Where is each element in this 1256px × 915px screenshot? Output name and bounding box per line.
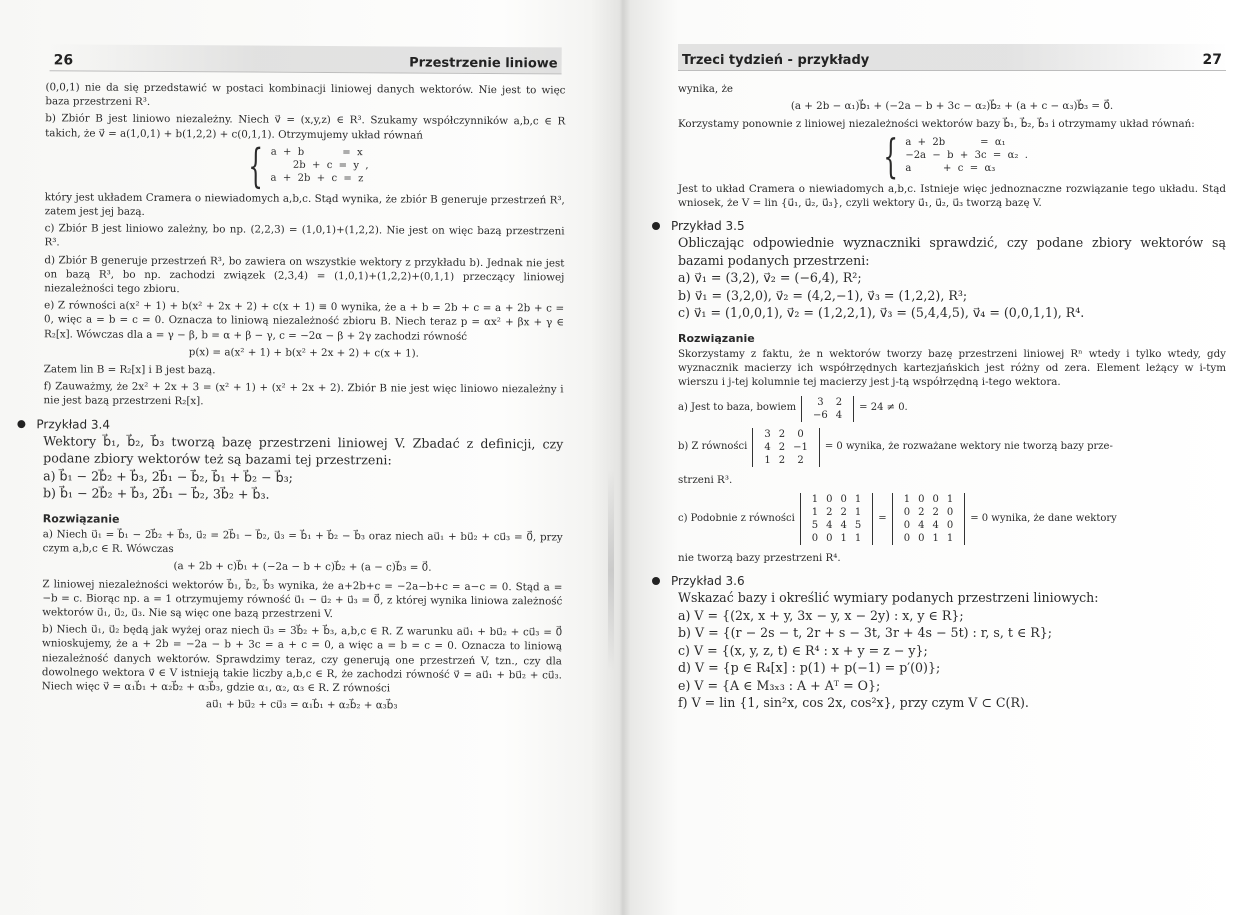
paragraph: b) Niech u⃗₁, u⃗₂ będą jak wyżej oraz niech u⃗₃ = 3b⃗₂ + b⃗₃, a,b,c ∈ R. Z warunku au⃗₁ + bu⃗₂ + cu⃗₃ = 0⃗ wnioskujemy, że a + 2b = −2a − b + 3c = a + c = 0, a więc a = b = c = 0. Oznacza to liniową niezależność danych wektorów. Sprawdzimy teraz, czy generują one przestrzeń V, tzn., czy dla dowolnego wektora v⃗ ∈ V istnieją takie liczby a,b,c ∈ R, że zachodzi równość v⃗ = au⃗₁ + bu⃗₂ + cu⃗₃. Niech więc v⃗ = α₁b⃗₁ + α₂b⃗₂ + α₃b⃗₃, gdzie α₁, α₂, α₃ ∈ R. Z równości (41, 623, 563, 695)
example-text: c) V = {(x, y, z, t) ∈ R⁴ : x + y = z − y}; (678, 642, 928, 658)
left-page-header (50, 44, 562, 74)
matrix-cell: 1 (854, 493, 862, 505)
left-page-number: 26 (53, 52, 74, 69)
brace-symbol: { (248, 138, 264, 193)
determinant-b-line (678, 428, 1226, 467)
det-text: = (878, 512, 887, 524)
matrix-cell: 0 (946, 519, 954, 531)
determinant-c-left (800, 493, 874, 545)
example-text: Wektory b⃗₁, b⃗₂, b⃗₃ tworzą bazę przestrzeni liniowej V. Zbadać z definicji, czy podane zbiory wektorów też są bazami tej przestrzeni: (43, 433, 564, 468)
matrix-cell: 5 (811, 519, 819, 531)
paragraph: a) Niech u⃗₁ = b⃗₁ − 2b⃗₂ + b⃗₃, u⃗₂ = 2b⃗₁ − b⃗₂, u⃗₃ = b⃗₁ + b⃗₂ − b⃗₃ oraz niech au⃗₁ + bu⃗₂ + cu⃗₃ = 0⃗, przy czym a,b,c ∈ R. Wówczas (42, 528, 563, 556)
example-text: f) V = lin {1, sin²x, cos 2x, cos²x}, przy czym V ⊂ C(R). (678, 695, 1029, 711)
matrix-cell: −1 (793, 441, 808, 453)
paragraph: f) Zauważmy, że 2x² + 2x + 3 = (x² + 1) + (x² + 2x + 2). Zbiór B nie jest więc liniowo niezależny i nie jest bazą przestrzeni R₂[x]. (43, 380, 564, 408)
paragraph: Skorzystamy z faktu, że n wektorów tworzy bazę przestrzeni liniowej Rⁿ wtedy i tylko wtedy, gdy wyznacznik macierzy ich współrzędnych kartezjańskich jest różny od zera. Element leżący w i-tym wierszu i j-tej kolumnie tej macierzy jest j-tą współrzędną i-tego wektora. (678, 347, 1226, 389)
example-text: a) b⃗₁ − 2b⃗₂ + b⃗₃, 2b⃗₁ − b⃗₂, b⃗₁ + b⃗₂ − b⃗₃; (43, 468, 293, 485)
display-equation: au⃗₁ + bu⃗₂ + cu⃗₃ = α₁b⃗₁ + α₂b⃗₂ + α₃b⃗₃ (205, 698, 398, 712)
display-equation: (a + 2b + c)b⃗₁ + (−2a − b + c)b⃗₂ + (a − c)b⃗₃ = 0⃗. (173, 560, 432, 575)
paragraph: Jest to układ Cramera o niewiadomych a,b,c. Istnieje więc jednoznaczne rozwiązanie tego układu. Stąd wniosek, że V = lin {u⃗₁, u⃗₂, u⃗₃}, czyli wektory u⃗₁, u⃗₂, u⃗₃ tworzą bazę V. (678, 182, 1226, 209)
matrix-cell: 4 (835, 409, 843, 421)
solution-label: Rozwiązanie (42, 512, 120, 526)
solution-label: Rozwiązanie (678, 331, 755, 345)
paragraph: Z liniowej niezależności wektorów b⃗₁, b⃗₂, b⃗₃ wynika, że a+2b+c = −2a−b+c = a−c = 0. Stąd a = −b = c. Biorąc np. a = 1 otrzymujemy równość u⃗₁ − u⃗₂ + u⃗₃ = 0⃗, z której wynika liniowa zależność wektorów u⃗₁, u⃗₂, u⃗₃. Nie są więc one bazą przestrzeni V. (42, 577, 563, 621)
paragraph: (0,0,1) nie da się przedstawić w postaci kombinacji liniowej danych wektorów. Nie jest to więc baza przestrzeni R³. (45, 81, 566, 109)
matrix-cell: 0 (932, 493, 939, 505)
matrix-cell: −6 (813, 409, 828, 421)
matrix-cell: 2 (778, 441, 786, 453)
matrix-cell: 0 (903, 519, 911, 531)
right-page (640, 0, 1240, 915)
paragraph: c) Zbiór B jest liniowo zależny, bo np. (2,2,3) = (1,0,1)+(1,2,2). Nie jest on więc bazą przestrzeni R³. (44, 222, 565, 249)
matrix-cell: 0 (918, 532, 925, 544)
right-running-title: Trzeci tydzień - przykłady (682, 53, 870, 68)
matrix-cell: 0 (903, 506, 911, 518)
example-text: c) v⃗₁ = (1,0,0,1), v⃗₂ = (1,2,2,1), v⃗₃ = (5,4,4,5), v⃗₄ = (0,0,1,1), R⁴. (678, 305, 1085, 321)
det-text: b) Z równości (678, 440, 748, 452)
det-text: c) Podobnie z równości (678, 512, 795, 524)
display-equation: (a + 2b − α₁)b⃗₁ + (−2a − b + 3c − α₂)b⃗₂ + (a + c − α₃)b⃗₃ = 0⃗. (790, 100, 1114, 113)
paragraph: który jest układem Cramera o niewiadomych a,b,c. Stąd wynika, że zbiór B generuje przestrzeń R³, zatem jest jej bazą. (44, 191, 565, 218)
example-text: Wskazać bazy i określić wymiary podanych przestrzeni liniowych: (678, 590, 1099, 606)
matrix-cell: 2 (932, 506, 939, 518)
right-page-header (678, 44, 1226, 71)
determinant-a-line (678, 396, 1226, 422)
matrix-cell: 1 (854, 532, 862, 544)
matrix-cell: 1 (946, 532, 954, 544)
paragraph: b) Zbiór B jest liniowo niezależny. Niech v⃗ = (x,y,z) ∈ R³. Szukamy współczynników a,b,c ∈ R takich, że v⃗ = a(1,0,1) + b(1,2,2) + c(0,1,1). Otrzymujemy układ równań (45, 112, 566, 142)
paragraph: d) Zbiór B generuje przestrzeń R³, bo zawiera on wszystkie wektory z przykładu b). Jednak nie jest on bazą R³, bo np. zachodzi związek (2,3,4) = (1,0,1)+(1,2,2)+(0,1,1) przeczący liniowej niezależności tego zbioru. (44, 253, 565, 296)
matrix-cell: 1 (903, 493, 911, 505)
system-rows: a + b = x 2b + c = y , a + 2b + c = z (270, 146, 369, 185)
left-page (0, 0, 618, 915)
matrix-cell: 2 (835, 396, 843, 408)
matrix-cell: 2 (826, 506, 833, 518)
system-rows: a + 2b = α₁ −2a − b + 3c = α₂ . a + c = α₃ (905, 137, 1028, 175)
matrix-cell: 0 (946, 506, 954, 518)
matrix-cell: 1 (811, 493, 819, 505)
matrix-cell: 4 (764, 441, 771, 453)
det-text: = 24 ≠ 0. (859, 402, 908, 414)
right-page-number: 27 (1202, 52, 1222, 68)
determinant-a (801, 396, 854, 422)
matrix-cell: 0 (811, 532, 819, 544)
paragraph: wynika, że (678, 83, 733, 95)
matrix-cell: 1 (840, 532, 847, 544)
equation-system (45, 138, 565, 193)
bullet-icon (652, 577, 660, 585)
example-title: Przykład 3.5 (671, 219, 745, 234)
example-heading (652, 574, 1226, 588)
matrix-cell: 2 (797, 454, 804, 466)
det-text: = 0 wynika, że rozważane wektory nie tworzą bazy prze- (824, 440, 1113, 452)
example-text: Obliczając odpowiednie wyznaczniki sprawdzić, czy podane zbiory wektorów są bazami podanych przestrzeni: (678, 235, 1226, 268)
paragraph: nie tworzą bazy przestrzeni R⁴. (678, 551, 841, 564)
matrix-cell: 1 (946, 493, 954, 505)
example-text: b) V = {(r − 2s − t, 2r + s − 3t, 3r + 4s − 5t) : r, s, t ∈ R}; (678, 625, 1053, 641)
example-text: a) v⃗₁ = (3,2), v⃗₂ = (−6,4), R²; (678, 270, 862, 286)
matrix-cell: 2 (840, 506, 847, 518)
matrix-cell: 1 (811, 506, 819, 518)
matrix-cell: 2 (918, 506, 925, 518)
matrix-cell: 4 (840, 519, 847, 531)
page-fold-shadow (608, 470, 614, 670)
bullet-icon (17, 420, 25, 428)
example-text: e) V = {A ∈ M₃ₓ₃ : A + Aᵀ = O}; (678, 677, 881, 693)
example-title: Przykład 3.4 (36, 416, 111, 432)
matrix-cell: 0 (903, 532, 911, 544)
equation-system (678, 128, 1226, 183)
paragraph: Zatem lin B = R₂[x] i B jest bazą. (43, 363, 216, 377)
det-text: = 0 wynika, że dane wektory (970, 512, 1117, 524)
example-heading (652, 219, 1226, 233)
matrix-cell: 1 (854, 506, 862, 518)
matrix-cell: 0 (840, 493, 847, 505)
bullet-icon (652, 222, 660, 230)
matrix-cell: 0 (826, 532, 833, 544)
brace-symbol: { (883, 128, 898, 183)
matrix-cell: 4 (932, 519, 939, 531)
matrix-cell: 4 (826, 519, 833, 531)
left-page-body (36, 80, 566, 718)
matrix-cell: 4 (918, 519, 925, 531)
matrix-cell: 3 (764, 428, 771, 440)
matrix-cell: 2 (778, 454, 786, 466)
left-running-title: Przestrzenie liniowe (409, 55, 558, 72)
paragraph: e) Z równości a(x² + 1) + b(x² + 2x + 2) + c(x + 1) ≡ 0 wynika, że a + b = 2b + c = a + 2b + c = 0, więc a = b = c = 0. Oznacza to liniową niezależność zbioru B. Niech teraz p = αx² + βx + γ ∈ R₂[x]. Wówczas dla a = γ − β, b = α + β − γ, c = −2α − β + 2γ zachodzi równość (43, 299, 565, 343)
matrix-cell: 0 (918, 493, 925, 505)
matrix-cell: 0 (797, 428, 804, 440)
determinant-c-right (892, 493, 966, 545)
example-text: b) v⃗₁ = (3,2,0), v⃗₂ = (4,2,−1), v⃗₃ = (1,2,2), R³; (678, 287, 968, 303)
example-text: d) V = {p ∈ R₄[x] : p(1) + p(−1) = p′(0)}; (678, 660, 941, 676)
display-equation: p(x) = a(x² + 1) + b(x² + 2x + 2) + c(x + 1). (188, 346, 419, 360)
matrix-cell: 1 (932, 532, 939, 544)
right-page-body (671, 82, 1226, 712)
example-text: a) V = {(2x, x + y, 3x − y, x − 2y) : x, y ∈ R}; (678, 607, 964, 623)
matrix-cell: 5 (854, 519, 862, 531)
paragraph: Korzystamy ponownie z liniowej niezależności wektorów bazy b⃗₁, b⃗₂, b⃗₃ i otrzymamy układ równań: (678, 118, 1195, 131)
paragraph: strzeni R³. (678, 473, 733, 486)
example-text: b) b⃗₁ − 2b⃗₂ + b⃗₃, 2b⃗₁ − b⃗₂, 3b⃗₂ + b⃗₃. (42, 485, 270, 503)
det-text: a) Jest to baza, bowiem (678, 402, 797, 414)
determinant-b (752, 428, 820, 467)
matrix-cell: 2 (778, 428, 786, 440)
matrix-cell: 1 (764, 454, 771, 466)
example-title: Przykład 3.6 (671, 573, 745, 588)
matrix-cell: 3 (817, 396, 824, 408)
matrix-cell: 0 (826, 493, 833, 505)
determinant-c-line (678, 493, 1226, 545)
